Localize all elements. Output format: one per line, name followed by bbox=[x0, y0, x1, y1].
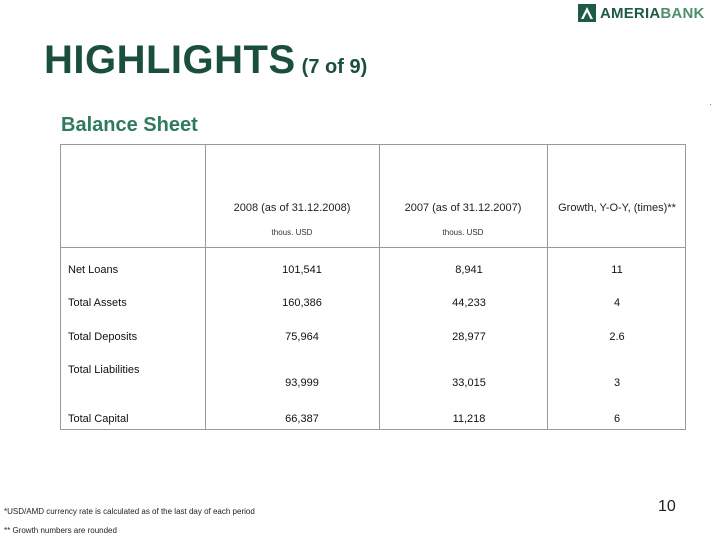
table-divider bbox=[379, 145, 380, 429]
logo-text bbox=[600, 5, 705, 22]
net-loans-2007: 8,941 bbox=[455, 264, 483, 276]
total-assets-2007: 44,233 bbox=[452, 297, 486, 309]
net-loans-growth: 11 bbox=[611, 264, 623, 276]
page-number: 10 bbox=[658, 498, 676, 515]
table-divider bbox=[547, 145, 548, 429]
table-divider bbox=[205, 145, 206, 429]
total-capital-2007: 11,218 bbox=[452, 413, 486, 425]
header-growth: Growth, Y-O-Y, (times)** bbox=[558, 202, 676, 214]
total-capital-growth: 6 bbox=[613, 413, 621, 425]
total-assets-growth: 4 bbox=[613, 297, 621, 309]
total-liabilities-2007: 33,015 bbox=[452, 377, 486, 389]
footnote-currency: *USD/AMD currency rate is calculated as of the last day of each period bbox=[4, 507, 255, 516]
net-loans-2008: 101,541 bbox=[282, 264, 322, 276]
row-label-total-liabilities: Total Liabilities bbox=[68, 364, 140, 376]
total-assets-2008: 160,386 bbox=[282, 297, 322, 309]
total-deposits-2008: 75,964 bbox=[285, 331, 319, 343]
slide-title bbox=[44, 38, 367, 83]
total-liabilities-growth: 3 bbox=[613, 377, 621, 389]
row-label-net-loans: Net Loans bbox=[68, 264, 119, 276]
table-divider bbox=[61, 247, 685, 248]
header-2008: 2008 (as of 31.12.2008) bbox=[233, 202, 351, 214]
ameriabank-logo bbox=[578, 3, 705, 23]
balance-sheet-table bbox=[60, 144, 686, 430]
header-2007: 2007 (as of 31.12.2007) bbox=[404, 202, 522, 214]
logo-text-dark: AMERIA bbox=[600, 4, 661, 22]
unit-2007: thous. USD bbox=[442, 228, 484, 237]
row-label-total-assets: Total Assets bbox=[68, 297, 127, 309]
total-liabilities-2008: 93,999 bbox=[285, 377, 319, 389]
unit-2008: thous. USD bbox=[271, 228, 313, 237]
total-deposits-growth: 2.6 bbox=[609, 331, 625, 343]
logo-mark-icon bbox=[578, 4, 596, 22]
slide-title-sub: (7 of 9) bbox=[301, 56, 368, 78]
decorative-dot bbox=[710, 104, 711, 105]
footnote-growth: ** Growth numbers are rounded bbox=[4, 526, 117, 535]
slide-title-main: HIGHLIGHTS bbox=[44, 38, 296, 82]
row-label-total-deposits: Total Deposits bbox=[68, 331, 138, 343]
section-title: Balance Sheet bbox=[61, 114, 198, 136]
total-capital-2008: 66,387 bbox=[285, 413, 319, 425]
logo-text-light: BANK bbox=[660, 4, 705, 22]
total-deposits-2007: 28,977 bbox=[452, 331, 486, 343]
row-label-total-capital: Total Capital bbox=[68, 413, 129, 425]
